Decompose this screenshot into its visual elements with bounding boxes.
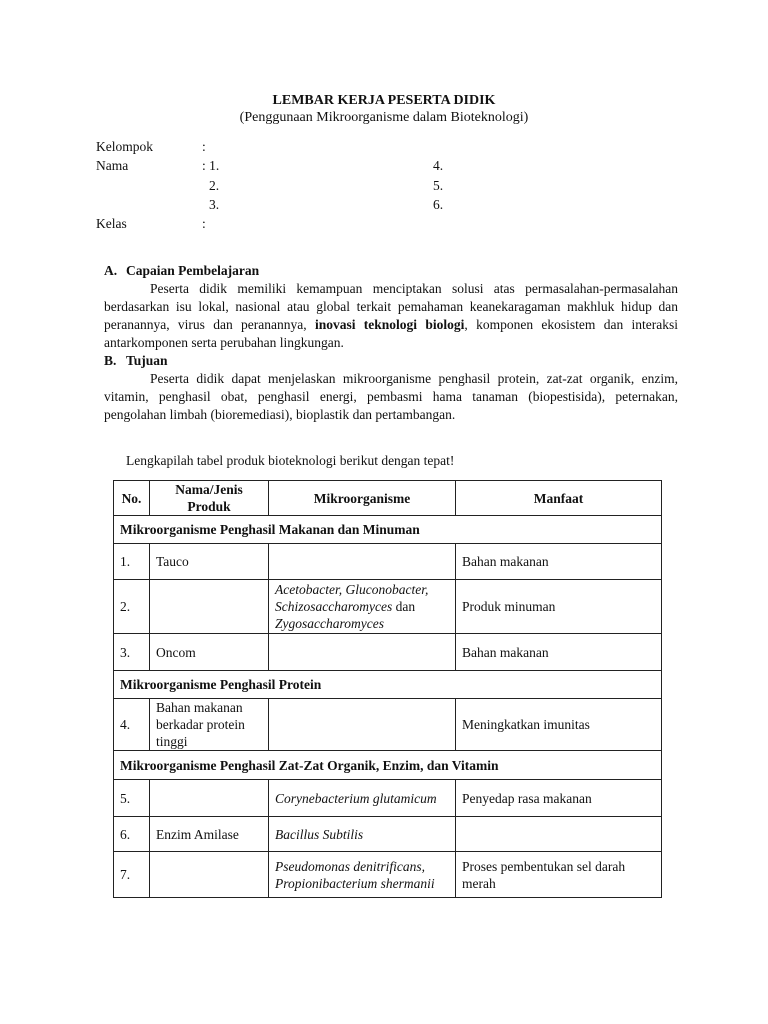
kelompok-colon: : [202, 139, 206, 154]
section-b-paragraph: Peserta didik dapat menjelaskan mikroorganisme penghasil protein, zat-zat organik, enzim, vitamin, penghasil obat, penghasil energi, pembasmi hama tanaman (biopestisida), peternakan, pengolahan limbah (bioremediasi), bioplastik dan pertambangan. [104, 371, 678, 422]
kelas-colon: : [202, 216, 206, 232]
nama-slot-2: 2. [209, 177, 220, 193]
cell-produk[interactable] [150, 580, 269, 634]
kelompok-label: Kelompok [96, 139, 153, 154]
cell-produk[interactable] [150, 852, 269, 898]
cell-produk: Bahan makanan berkadar protein tinggi [150, 699, 269, 751]
table-row [114, 544, 662, 580]
table-row [114, 580, 662, 634]
header-mikroorganisme: Mikroorganisme [269, 481, 456, 516]
cell-no: 6. [114, 817, 150, 852]
nama-slot-4: 4. [433, 158, 444, 174]
header-produk: Nama/Jenis Produk [150, 481, 269, 516]
nama-slot-5: 5. [433, 177, 444, 193]
table-row [114, 817, 662, 852]
cell-no: 4. [114, 699, 150, 751]
kelas-label: Kelas [96, 216, 127, 232]
section-a-text-2: , komponen ekosistem dan interaksi antarkomponen serta perubahan lingkungan. [104, 317, 678, 350]
cell-mikroorganisme: Bacillus Subtilis [269, 817, 456, 852]
group-row-protein [114, 671, 662, 699]
cell-manfaat: Penyedap rasa makanan [456, 780, 662, 817]
cell-mikroorganisme[interactable] [269, 634, 456, 671]
cell-mikroorganisme: Corynebacterium glutamicum [269, 780, 456, 817]
section-a-heading [104, 262, 678, 280]
cell-produk: Enzim Amilase [150, 817, 269, 852]
nama-label: Nama [96, 158, 129, 174]
page-subtitle: (Penggunaan Mikroorganisme dalam Bioteknologi) [239, 110, 529, 125]
nama-slot-6: 6. [433, 196, 444, 212]
cell-mikroorganisme[interactable] [269, 699, 456, 751]
section-a-text-bold: inovasi teknologi biologi [314, 317, 465, 332]
cell-produk[interactable] [150, 780, 269, 817]
section-a-title: Capaian Pembelajaran [126, 263, 260, 278]
nama-slot-3: 3. [209, 196, 220, 212]
cell-mikroorganisme [269, 580, 456, 634]
cell-manfaat: Bahan makanan [456, 544, 662, 580]
cell-no: 2. [114, 580, 150, 634]
cell-mikroorganisme[interactable] [269, 544, 456, 580]
identity-block [96, 138, 696, 234]
page-title: LEMBAR KERJA PESERTA DIDIK [272, 93, 496, 108]
header-no: No. [114, 481, 150, 516]
group-row-zat-organik [114, 751, 662, 780]
cell-no: 1. [114, 544, 150, 580]
table-header-row [114, 481, 662, 516]
table-row [114, 852, 662, 898]
section-capaian [104, 262, 678, 352]
section-b-letter: B. [104, 353, 117, 368]
section-a-paragraph [104, 280, 678, 352]
nama-slot-1: : 1. [202, 158, 220, 174]
mikro-italic-b: Zygosaccharomyces [275, 616, 384, 631]
group-label: Mikroorganisme Penghasil Protein [114, 671, 662, 699]
section-tujuan [104, 352, 678, 424]
group-label: Mikroorganisme Penghasil Makanan dan Minuman [114, 516, 662, 544]
group-row-makanan [114, 516, 662, 544]
section-a-text-1: Peserta didik memiliki kemampuan menciptakan solusi atas permasalahan-permasalahan berdasarkan isu lokal, nasional atau global terkait pemahaman keanekaragaman makhluk hidup dan peranannya, virus dan peranannya, [104, 281, 678, 332]
group-label: Mikroorganisme Penghasil Zat-Zat Organik, Enzim, dan Vitamin [114, 751, 662, 780]
table-row [114, 780, 662, 817]
section-b-heading [104, 352, 678, 370]
nama-row-2 [96, 177, 696, 196]
section-b-title: Tujuan [126, 353, 168, 368]
nama-row-3 [96, 196, 696, 215]
product-table [113, 480, 662, 898]
section-a-letter: A. [104, 263, 118, 278]
cell-mikroorganisme: Pseudomonas denitrificans, Propionibacterium shermanii [269, 852, 456, 898]
cell-no: 3. [114, 634, 150, 671]
cell-no: 7. [114, 852, 150, 898]
table-row [114, 699, 662, 751]
header-manfaat: Manfaat [456, 481, 662, 516]
mikro-plain: dan [392, 599, 416, 614]
mikro-italic-a: Acetobacter, Gluconobacter, Schizosaccharomyces [275, 582, 429, 614]
nama-row-1 [96, 157, 696, 176]
cell-no: 5. [114, 780, 150, 817]
cell-produk: Tauco [150, 544, 269, 580]
cell-produk: Oncom [150, 634, 269, 671]
cell-manfaat: Produk minuman [456, 580, 662, 634]
kelas-row [96, 215, 696, 234]
cell-manfaat: Bahan makanan [456, 634, 662, 671]
cell-manfaat: Meningkatkan imunitas [456, 699, 662, 751]
kelompok-row [96, 138, 696, 157]
cell-manfaat[interactable] [456, 817, 662, 852]
table-row [114, 634, 662, 671]
instruction-text: Lengkapilah tabel produk bioteknologi berikut dengan tepat! [126, 453, 455, 468]
cell-manfaat: Proses pembentukan sel darah merah [456, 852, 662, 898]
